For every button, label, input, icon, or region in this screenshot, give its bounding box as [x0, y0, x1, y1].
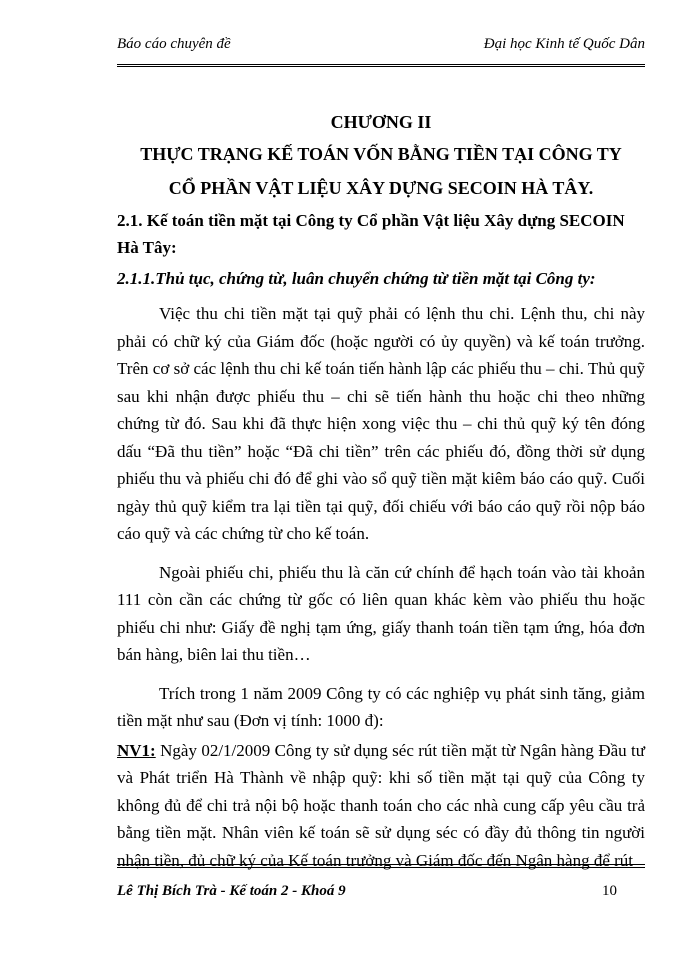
- chapter-title-line-1: THỰC TRẠNG KẾ TOÁN VỐN BẰNG TIỀN TẠI CÔNG TY: [140, 144, 622, 164]
- page-number: 10: [602, 883, 617, 899]
- transaction-nv1: [117, 737, 645, 875]
- subsection-heading: 2.1.1.Thủ tục, chứng từ, luân chuyển chứng từ tiền mặt tại Công ty:: [117, 269, 596, 288]
- header-university: Đại học Kinh tế Quốc Dân: [483, 36, 645, 52]
- chapter-number: CHƯƠNG II: [330, 112, 432, 132]
- chapter-title-line-2: CỔ PHẦN VẬT LIỆU XÂY DỰNG SECOIN HÀ TÂY.: [168, 178, 594, 198]
- paragraph-procedure: Việc thu chi tiền mặt tại quỹ phải có lệnh thu chi. Lệnh thu, chi này phải có chữ ký của Giám đốc (hoặc người có ủy quyền) và kế toán trưởng. Trên cơ sở các lệnh thu chi kế toán tiến hành lập các phiếu thu – chi. Thủ quỹ sau khi nhận được phiếu thu – chi sẽ tiến hành thu hoặc chi theo những chứng từ đó. Sau khi đã thực hiện xong việc thu – chi thủ quỹ ký tên đóng dấu “Đã thu tiền” hoặc “Đã chi tiền” trên các phiếu đó, đồng thời sử dụng phiếu thu và phiếu chi đó để ghi vào sổ quỹ tiền mặt kiêm báo cáo quỹ. Cuối ngày thủ quỹ kiểm tra lại tiền tại quỹ, đối chiếu với báo cáo quỹ rồi nộp báo cáo quỹ và các chứng từ cho kế toán.: [117, 304, 645, 543]
- footer-author: Lê Thị Bích Trà - Kế toán 2 - Khoá 9: [117, 883, 346, 899]
- nv1-text: Ngày 02/1/2009 Công ty sử dụng séc rút tiền mặt từ Ngân hàng Đầu tư và Phát triển Hà Thành về nhập quỹ: khi số tiền mặt tại quỹ của Công ty không đủ để chi trả nội bộ hoặc thanh toán cho các nhà cung cấp yêu cầu trả bằng tiền mặt. Nhân viên kế toán sẽ sử dụng séc có đầy đủ thông tin người nhận tiền, đủ chữ ký của Kế toán trưởng và Giám đốc đến Ngân hàng để rút: [117, 740, 645, 870]
- header-divider: [117, 64, 645, 71]
- header-report-title: Báo cáo chuyên đề: [117, 36, 231, 52]
- footer-divider: [117, 864, 645, 868]
- page-body: [117, 108, 645, 874]
- paragraph-documents: Ngoài phiếu chi, phiếu thu là căn cứ chính để hạch toán vào tài khoản 111 còn cần các chứng từ gốc có liên quan khác kèm vào phiếu thu hoặc phiếu chi như: Giấy đề nghị tạm ứng, giấy thanh toán tiền tạm ứng, hóa đơn bán hàng, biên lai thu tiền…: [117, 562, 645, 664]
- nv1-label: NV1:: [117, 740, 156, 760]
- paragraph-extract: Trích trong 1 năm 2009 Công ty có các nghiệp vụ phát sinh tăng, giảm tiền mặt như sau (Đơn vị tính: 1000 đ):: [117, 683, 645, 730]
- section-heading: 2.1. Kế toán tiền mặt tại Công ty Cổ phần Vật liệu Xây dựng SECOIN Hà Tây:: [117, 211, 625, 257]
